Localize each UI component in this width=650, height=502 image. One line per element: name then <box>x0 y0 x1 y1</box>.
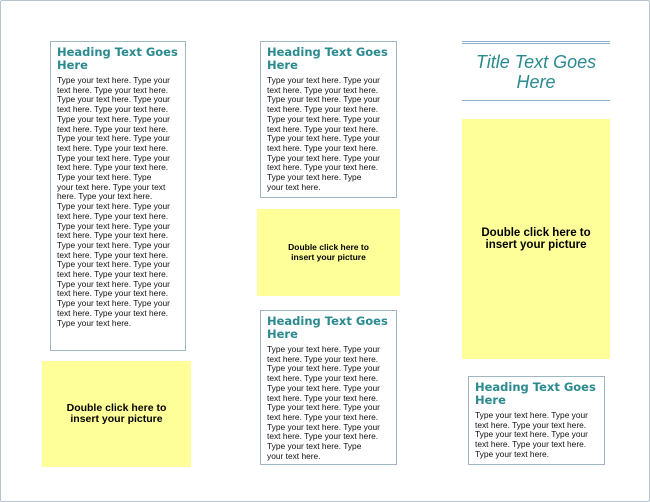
picture-placeholder-column3[interactable] <box>462 119 610 359</box>
body-text[interactable]: Type your text here. Type your text here. Type your text here. Type your text here. Type your text here. Type your text here. Type your text here. <box>475 410 588 459</box>
picture-placeholder-label: Double click here to insert your picture <box>288 242 369 262</box>
heading-text[interactable]: Heading Text Goes Here <box>267 314 388 341</box>
picture-placeholder-label: Double click here to insert your picture <box>481 226 591 251</box>
picture-placeholder-column1[interactable] <box>42 361 191 467</box>
body-text[interactable]: Type your text here. Type your text here. Type your text here. Type your text here. Type your text here. Type your text here. Type your text here. Type your text here. Type your text here. Type your text here. Type your text here. Type your text here. Type your text here. Type your text here. Type your text here. Type your text here. Type your text here. <box>267 344 380 461</box>
body-text[interactable]: Type your text here. Type your text here. Type your text here. Type your text here. Type your text here. Type your text here. Type your text here. Type your text here. Type your text here. Type your text here. Type your text here. Type your text here. Type your text here. Type your text here. Type your text here. Type your text here. Type your text here. <box>267 75 380 192</box>
picture-placeholder-column2[interactable] <box>257 209 400 296</box>
text-box-column1[interactable] <box>50 41 186 351</box>
title-block[interactable] <box>462 41 610 101</box>
picture-placeholder-label: Double click here to insert your picture <box>66 402 167 425</box>
heading-text[interactable]: Heading Text Goes Here <box>475 380 596 407</box>
body-text[interactable]: Type your text here. Type your text here. Type your text here. Type your text here. Type your text here. Type your text here. Type your text here. Type your text here. Type your text here. Type your text here. Type your text here. Type your text here. Type your text here. Type your text here. Type your text here. Type your text here. Type your text here. Type your text here. Type your text here. Type your text here. Type your text here. Type your text here. Type your text here. Type your text here. Type your text here. Type your text here. Type your text here. Type your text here. Type your text here. Type your text here. Type your text here. Type your text here. Type your text here. Type your text here. Type your text here. Type your text here. Type your text here. Type your text here. <box>57 75 170 328</box>
heading-text[interactable]: Heading Text Goes Here <box>267 45 388 72</box>
text-box-column2-top[interactable] <box>260 41 397 198</box>
title-text[interactable]: Title Text Goes Here <box>475 52 597 92</box>
text-box-column2-bottom[interactable] <box>260 310 397 465</box>
text-box-column3[interactable] <box>468 376 605 465</box>
heading-text[interactable]: Heading Text Goes Here <box>57 45 178 72</box>
